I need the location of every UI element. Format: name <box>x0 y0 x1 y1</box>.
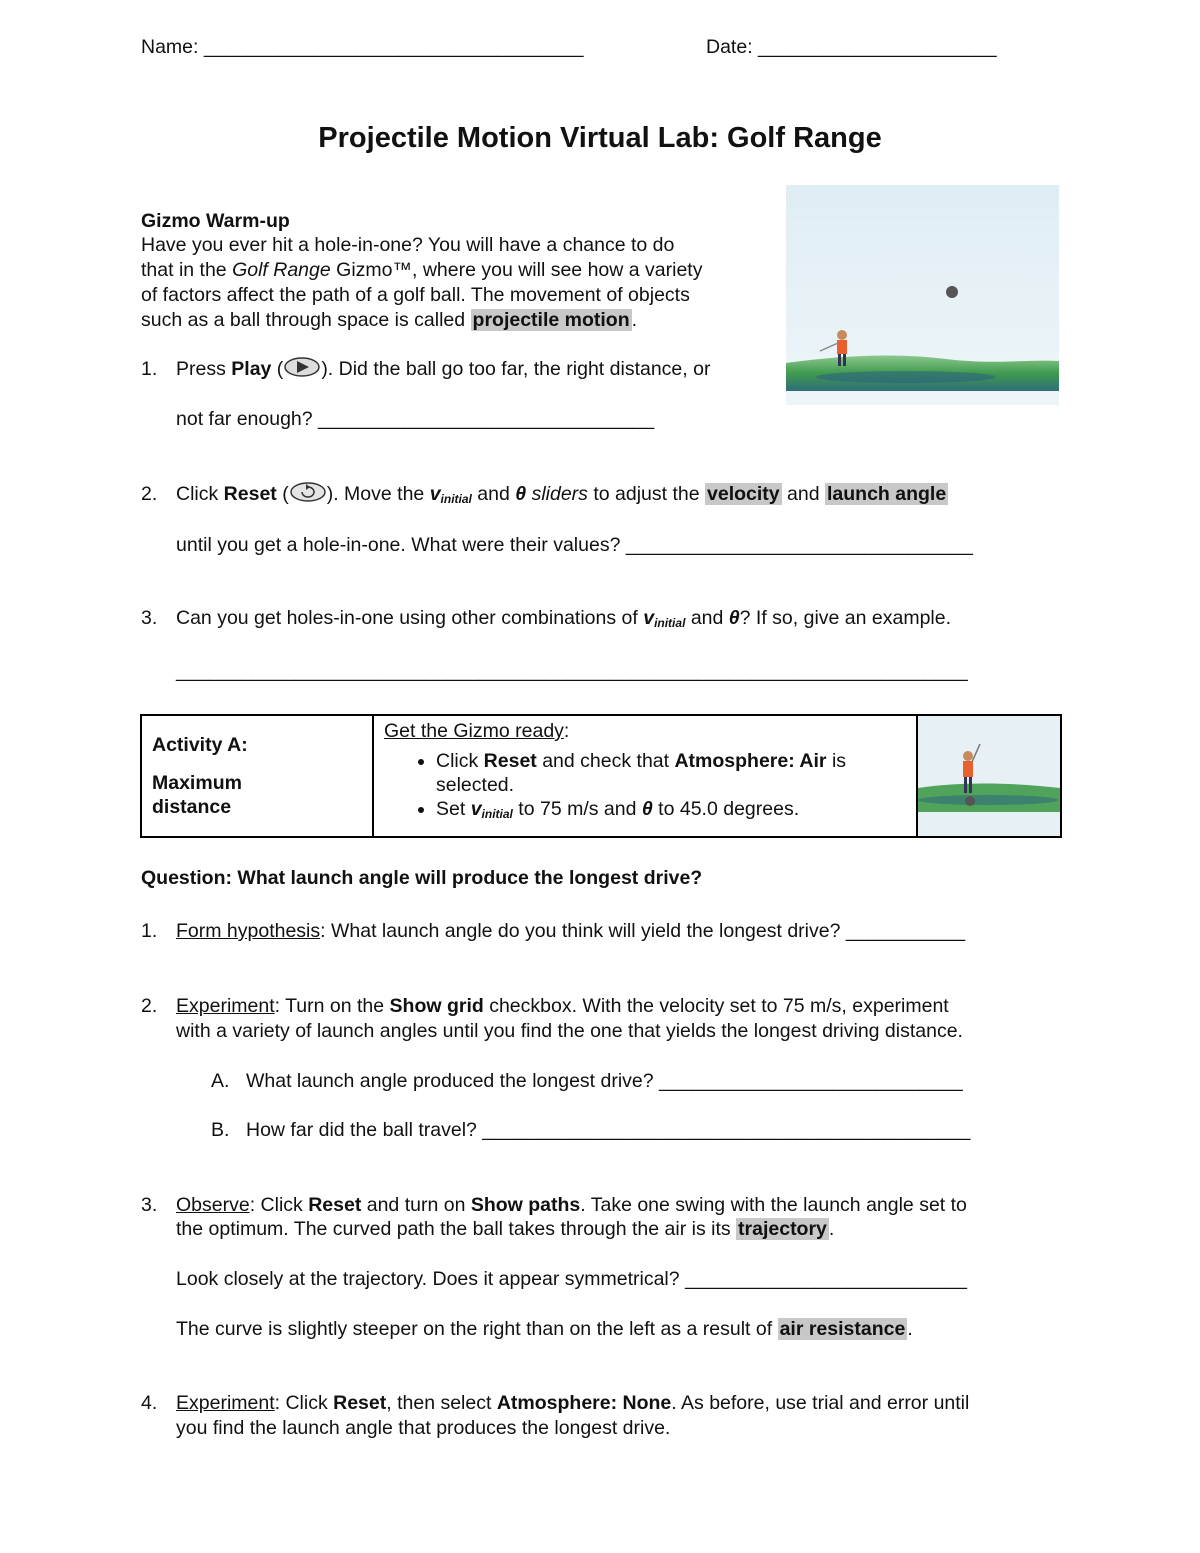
step-2b-text: How far did the ball travel? _____________________________________________ <box>246 1119 971 1141</box>
setup-step-2: • Set vinitial to 75 m/s and θ to 45.0 degrees. <box>436 797 906 823</box>
step-2b-number: B. <box>211 1119 230 1141</box>
step-4-number: 4. <box>141 1392 158 1414</box>
warmup-q1-answer-line: not far enough? _______________________________ <box>176 408 655 430</box>
step-2-number: 2. <box>141 995 158 1017</box>
step-4-text: Experiment: Click Reset, then select Atmosphere: None. As before, use trial and error until <box>176 1392 970 1414</box>
step-1-number: 1. <box>141 920 158 942</box>
warmup-q3-answer-line: _________________________________________________________________________ <box>176 660 968 682</box>
warmup-intro-line-1: Have you ever hit a hole-in-one? You will have a chance to do <box>141 234 675 256</box>
warmup-q2-text: Click Reset ( ). Move the vinitial and θ sliders to adjust the velocity and launch angle <box>176 483 948 506</box>
step-3-air-resistance-note: The curve is slightly steeper on the right than on the left as a result of air resistance . <box>176 1318 913 1340</box>
play-button-icon <box>283 356 321 378</box>
activity-image-cell <box>917 715 1061 837</box>
warmup-q3-number: 3. <box>141 607 158 629</box>
warmup-q1-text: Press Play ( ). Did the ball go too far, the right distance, or <box>176 358 710 381</box>
term-air-resistance: air resistance <box>779 1318 906 1340</box>
setup-step-1: • Click Reset and check that Atmosphere: Air is selected. <box>436 749 906 797</box>
warmup-intro-line-4: such as a ball through space is called projectile motion . <box>141 309 638 331</box>
activity-setup-cell: Get the Gizmo ready: • Click Reset and check that Atmosphere: Air is selected. • Set vinitial to 75 m/s and θ to 45.0 degrees. <box>373 715 917 837</box>
step-3-symmetry-question: Look closely at the trajectory. Does it appear symmetrical? __________________________ <box>176 1268 967 1290</box>
term-launch-angle: launch angle <box>827 483 947 505</box>
step-4-text-line-2: you find the launch angle that produces the longest drive. <box>176 1417 671 1439</box>
step-1-text: Form hypothesis: What launch angle do you think will yield the longest drive? ___________ <box>176 920 966 942</box>
get-ready-heading: Get the Gizmo ready <box>384 720 564 742</box>
reset-button-icon <box>289 481 327 503</box>
warmup-intro-line-2: that in the Golf Range Gizmo™, where you will see how a variety <box>141 259 703 281</box>
date-field-label: Date: ______________________ <box>706 36 997 58</box>
page-title: Projectile Motion Virtual Lab: Golf Range <box>318 122 882 154</box>
golf-range-warmup-image <box>786 185 1059 405</box>
activity-label: Activity A: <box>152 734 248 756</box>
activity-subtitle: Maximum distance <box>152 772 242 818</box>
term-velocity: velocity <box>707 483 780 505</box>
warmup-heading: Gizmo Warm-up <box>141 210 290 232</box>
warmup-intro-line-3: of factors affect the path of a golf ball. The movement of objects <box>141 284 690 306</box>
golfer-image <box>918 716 1060 836</box>
activity-a-label-cell <box>141 715 373 837</box>
warmup-q3-text: Can you get holes-in-one using other combinations of vinitial and θ? If so, give an example. <box>176 607 952 630</box>
step-2-text: Experiment: Turn on the Show grid checkbox. With the velocity set to 75 m/s, experiment <box>176 995 949 1017</box>
main-question: Question: What launch angle will produce the longest drive? <box>141 867 703 889</box>
warmup-q1-number: 1. <box>141 358 158 380</box>
term-projectile-motion: projectile motion <box>472 309 630 331</box>
step-2a-text: What launch angle produced the longest drive? ____________________________ <box>246 1070 963 1092</box>
name-field-label: Name: ___________________________________ <box>141 36 584 58</box>
golf-ball-icon <box>946 286 958 298</box>
step-3-text-line-2: the optimum. The curved path the ball takes through the air is its trajectory . <box>176 1218 835 1240</box>
step-3-number: 3. <box>141 1194 158 1216</box>
term-trajectory: trajectory <box>738 1218 827 1240</box>
activity-a-box <box>140 714 1062 838</box>
warmup-q2-number: 2. <box>141 483 158 505</box>
warmup-q2-answer-line: until you get a hole-in-one. What were their values? ________________________________ <box>176 534 973 556</box>
step-3-text: Observe: Click Reset and turn on Show paths. Take one swing with the launch angle set to <box>176 1194 967 1216</box>
step-2-text-line-2: with a variety of launch angles until you find the one that yields the longest driving distance. <box>176 1020 963 1042</box>
step-2a-number: A. <box>211 1070 230 1092</box>
